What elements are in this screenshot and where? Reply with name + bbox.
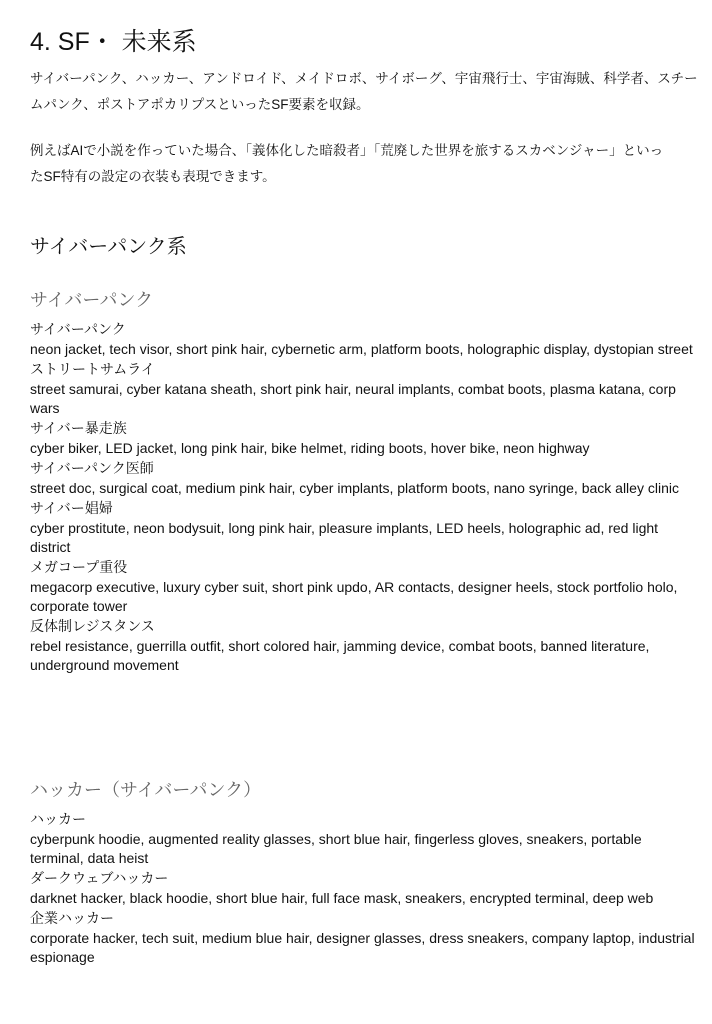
list-item: [30, 498, 698, 557]
item-label: サイバーパンク: [30, 321, 126, 337]
item-prompt: rebel resistance, guerrilla outfit, short colored hair, jamming device, combat boots, banned literature, underground movement: [30, 638, 650, 673]
item-prompt: neon jacket, tech visor, short pink hair, cybernetic arm, platform boots, holographic display, dystopian street: [30, 341, 693, 357]
item-label: メガコープ重役: [30, 559, 128, 575]
list-item: [30, 557, 698, 616]
list-item: [30, 319, 698, 359]
item-label: サイバー娼婦: [30, 500, 113, 516]
list-item: [30, 418, 698, 458]
list-item: [30, 458, 698, 498]
item-label: サイバー暴走族: [30, 420, 127, 436]
item-label: 反体制レジスタンス: [30, 618, 155, 634]
list-item: [30, 359, 698, 418]
intro-paragraph: サイバーパンク、ハッカー、アンドロイド、メイドロボ、サイボーグ、宇宙飛行士、宇宙海賊、科学者、スチームパンク、ポストアポカリプスといったSF要素を収録。: [30, 71, 698, 112]
item-prompt: megacorp executive, luxury cyber suit, short pink updo, AR contacts, designer heels, stock portfolio holo, corporate tower: [30, 579, 678, 614]
list-item: [30, 868, 698, 908]
section-heading: ハッカー（サイバーパンク）: [30, 780, 262, 800]
item-label: サイバーパンク医師: [30, 460, 154, 476]
section: [30, 776, 698, 967]
page-title: 4. SF・ 未来系: [30, 28, 197, 56]
category-heading: サイバーパンク系: [30, 236, 187, 258]
list-item: [30, 908, 698, 967]
intro-paragraph-2: 例えばAIで小説を作っていた場合、「義体化した暗殺者」「荒廃した世界を旅するスカベンジャー」といったSF特有の設定の衣装も表現できます。: [30, 143, 664, 184]
item-label: ハッカー: [30, 811, 86, 827]
item-label: 企業ハッカー: [30, 910, 114, 926]
item-prompt: darknet hacker, black hoodie, short blue hair, full face mask, sneakers, encrypted terminal, deep web: [30, 890, 654, 906]
item-prompt: street doc, surgical coat, medium pink hair, cyber implants, platform boots, nano syringe, back alley clinic: [30, 480, 679, 496]
list-item: [30, 809, 698, 868]
item-prompt: cyber biker, LED jacket, long pink hair, bike helmet, riding boots, hover bike, neon highway: [30, 440, 590, 456]
item-prompt: cyber prostitute, neon bodysuit, long pink hair, pleasure implants, LED heels, holographic ad, red light district: [30, 520, 659, 555]
section: [30, 286, 698, 675]
item-prompt: corporate hacker, tech suit, medium blue hair, designer glasses, dress sneakers, company laptop, industrial espionage: [30, 930, 695, 965]
item-prompt: cyberpunk hoodie, augmented reality glasses, short blue hair, fingerless gloves, sneakers, portable terminal, data heist: [30, 831, 642, 866]
section-heading: サイバーパンク: [30, 290, 154, 310]
item-prompt: street samurai, cyber katana sheath, short pink hair, neural implants, combat boots, plasma katana, corp wars: [30, 381, 676, 416]
item-label: ダークウェブハッカー: [30, 870, 169, 886]
item-label: ストリートサムライ: [30, 361, 155, 377]
list-item: [30, 616, 698, 675]
